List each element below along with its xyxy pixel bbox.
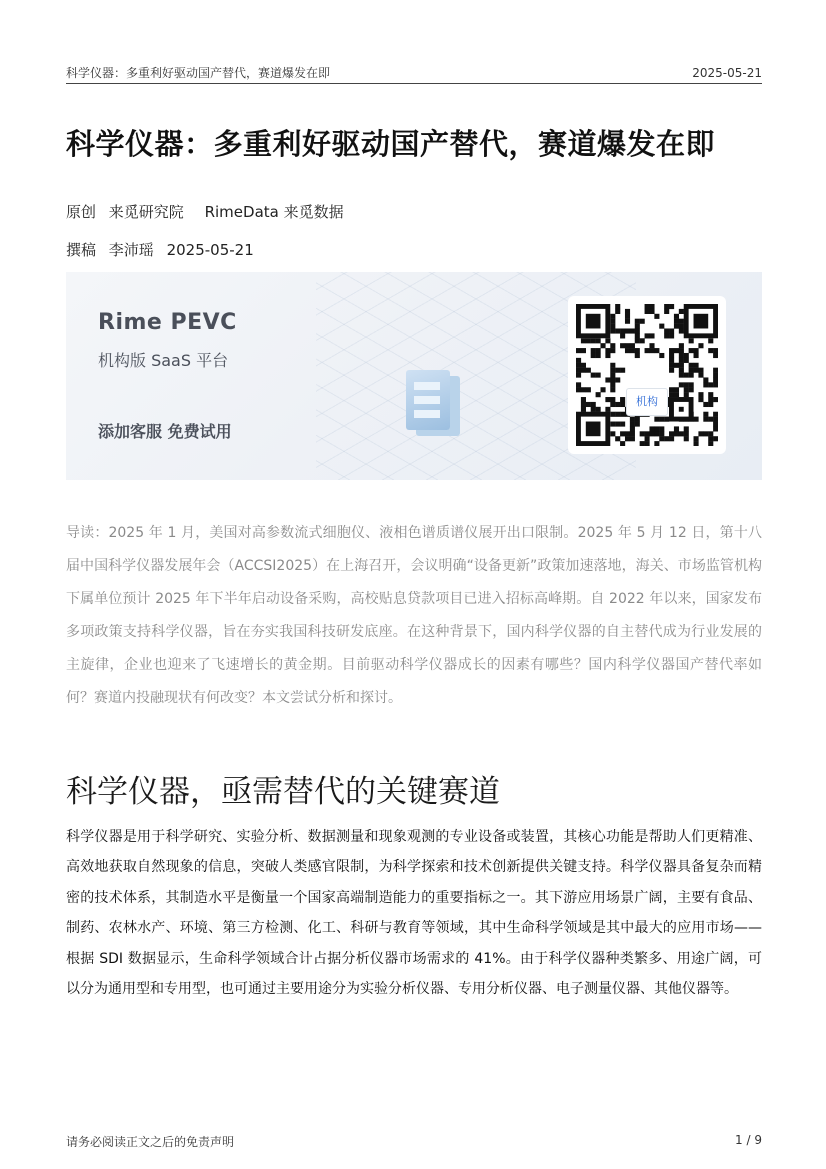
byline-label: 撰稿	[66, 241, 97, 259]
header-rule	[66, 83, 762, 84]
section-heading: 科学仪器，亟需替代的关键赛道	[66, 774, 500, 810]
qr-code-icon	[576, 304, 718, 446]
page-number: 1 / 9	[735, 1133, 762, 1147]
qr-code-card[interactable]	[568, 296, 726, 454]
running-title: 科学仪器：多重利好驱动国产替代，赛道爆发在即	[66, 66, 331, 80]
section-body: 科学仪器是用于科学研究、实验分析、数据测量和现象观测的专业设备或装置，其核心功能是帮助人们更精准、高效地获取自然现象的信息，突破人类感官限制，为科学探索和技术创新提供关键支持。科学仪器具备复杂而精密的技术体系，其制造水平是衡量一个国家高端制造能力的重要指标之一。其下游应用场景广阔，主要有食品、制药、农林水产、环境、第三方检测、化工、科研与教育等领域，其中生命科学领域是其中最大的应用市场——根据 SDI 数据显示，生命科学领域合计占据分析仪器市场需求的 41%。由于科学仪器种类繁多、用途广阔，可以分为通用型和专用型，也可通过主要用途分为实验分析仪器、专用分析仪器、电子测量仪器、其他仪器等。	[66, 829, 762, 998]
article-type: 原创	[66, 203, 97, 221]
publish-date: 2025-05-21	[166, 241, 254, 259]
publisher-link[interactable]: RimeData 来觅数据	[204, 203, 344, 221]
promo-banner[interactable]	[66, 272, 762, 480]
banner-subtitle: 机构版 SaaS 平台	[98, 351, 229, 370]
lead-paragraph: 导读：2025 年 1 月，美国对高参数流式细胞仪、液相色谱质谱仪展开出口限制。2025 年 5 月 12 日，第十八届中国科学仪器发展年会（ACCSI2025）在上海召开，会议明确“设备更新”政策加速落地，海关、市场监管机构下属单位预计 2025 年下半年启动设备采购，高校贴息贷款项目已进入招标高峰期。自 2022 年以来，国家发布多项政策支持科学仪器，旨在夯实我国科技研发底座。在这种背景下，国内科学仪器的自主替代成为行业发展的主旋律，企业也迎来了飞速增长的黄金期。目前驱动科学仪器成长的因素有哪些？国内科学仪器国产替代率如何？赛道内投融现状有何改变？本文尝试分析和探讨。	[66, 525, 762, 706]
qr-badge: 机构	[626, 388, 668, 416]
disclaimer-note: 请务必阅读正文之后的免责声明	[66, 1135, 235, 1149]
running-header	[66, 64, 762, 81]
banner-brand: Rime PEVC	[98, 310, 237, 335]
banner-cta[interactable]: 添加客服 免费试用	[98, 422, 232, 441]
page-footer	[66, 1133, 762, 1150]
running-date: 2025-05-21	[692, 65, 762, 80]
article-byline	[66, 239, 262, 260]
server-illustration-icon	[406, 370, 450, 430]
author-org-link[interactable]: 来觅研究院	[108, 203, 184, 221]
article-title: 科学仪器：多重利好驱动国产替代，赛道爆发在即	[66, 127, 716, 161]
article-source-line	[66, 201, 352, 222]
author-name: 李沛瑶	[108, 241, 154, 259]
